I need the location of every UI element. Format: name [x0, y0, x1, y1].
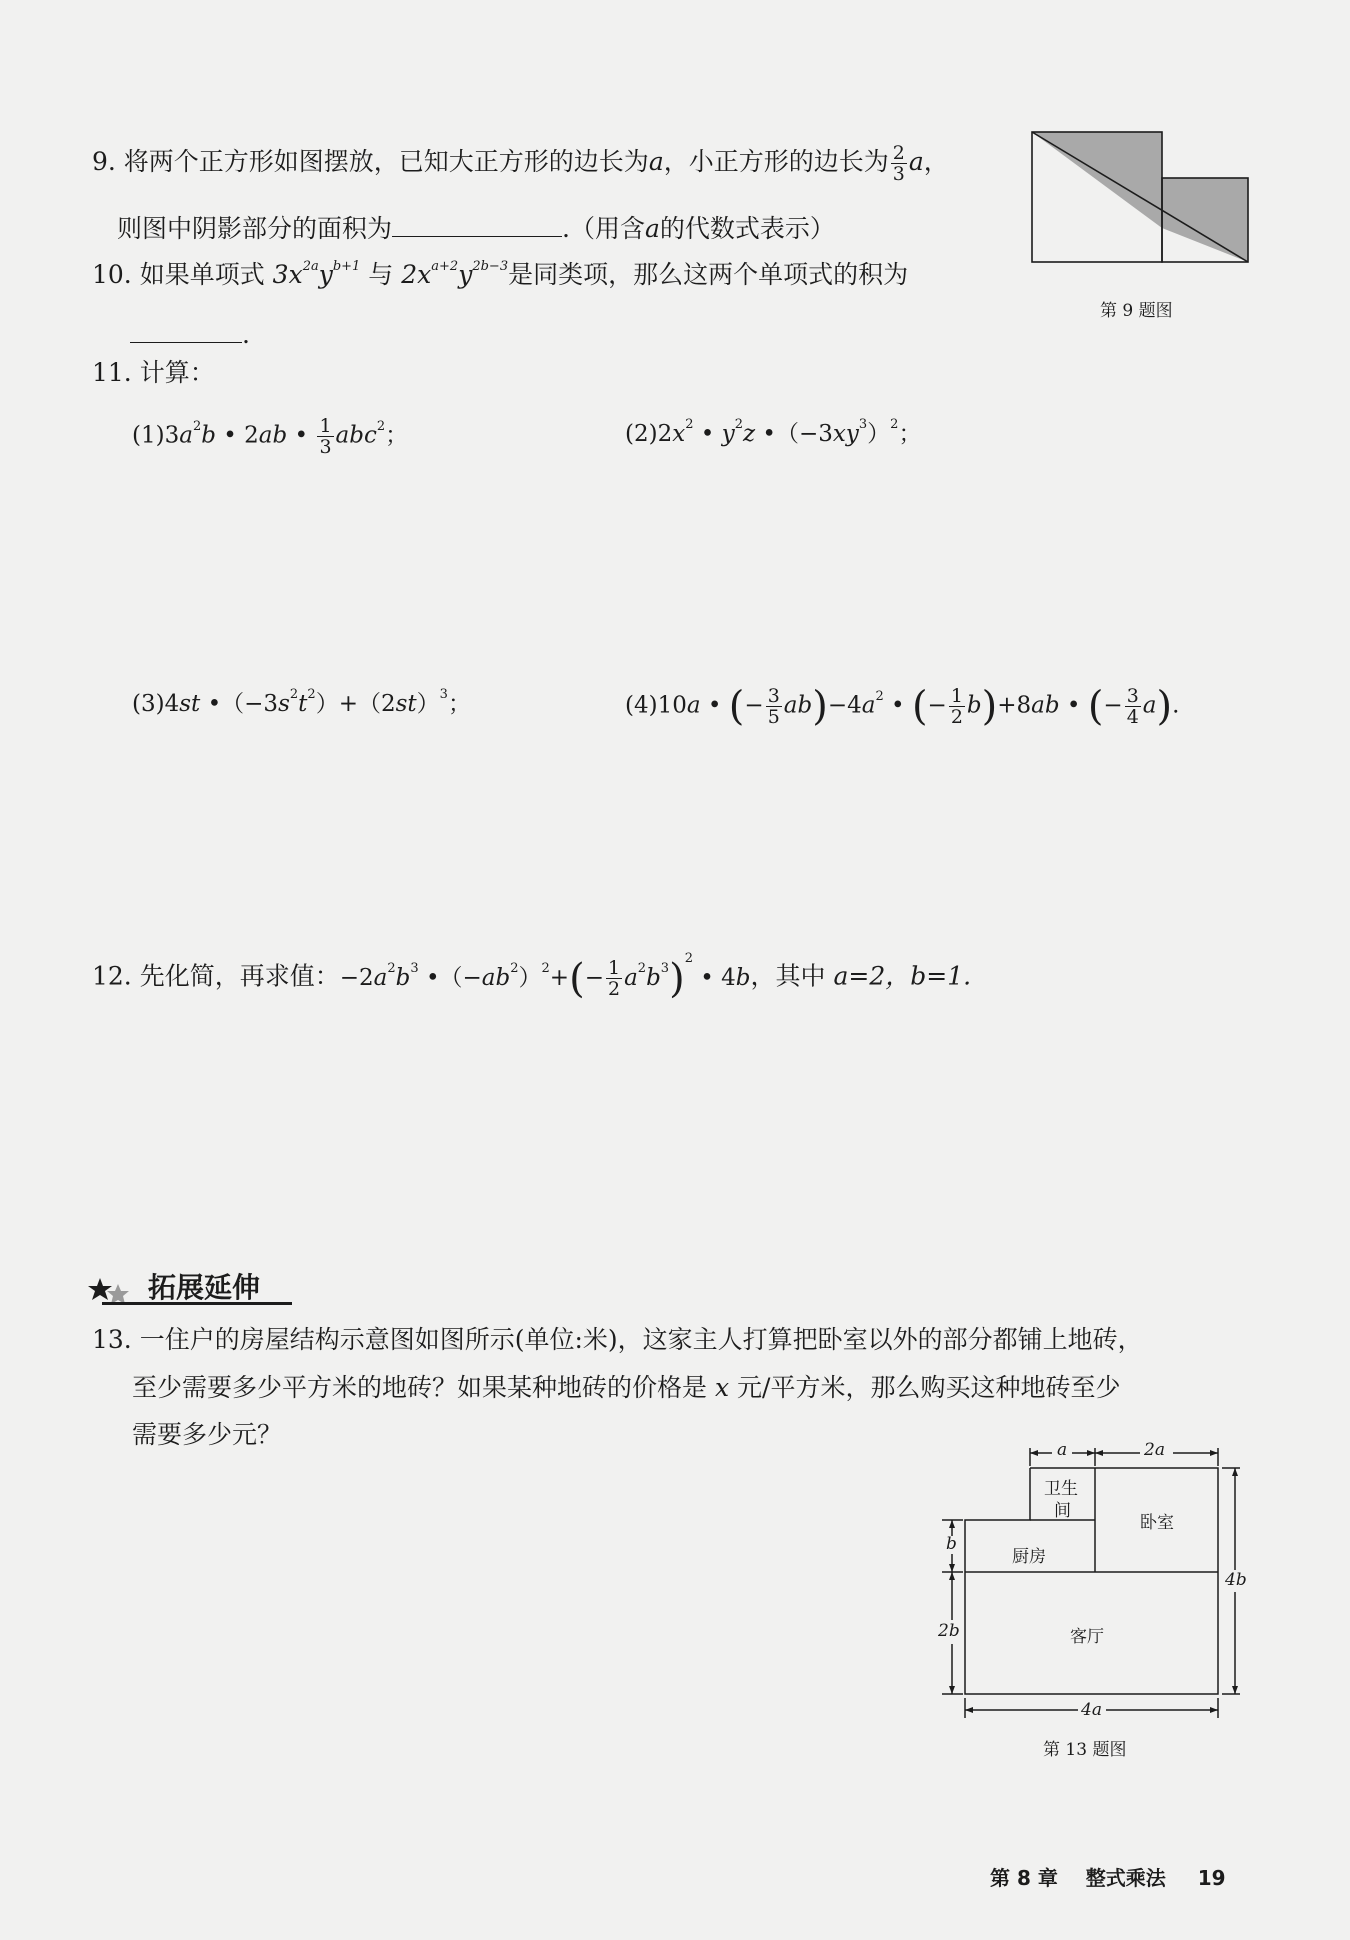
floor-plan-lines [930, 1440, 1260, 1730]
m1-y: y [318, 260, 333, 289]
q9-text2b: .（用含 [562, 214, 645, 243]
part-label: (1) [132, 422, 165, 449]
q13-line1: 13. 一住户的房屋结构示意图如图所示(单位:米)，这家主人打算把卧室以外的部分都铺上地砖， [92, 1325, 1143, 1354]
page-footer [990, 1862, 1226, 1891]
q10-joiner: 与 [368, 260, 394, 289]
q9-text2: 则图中阴影部分的面积为 [117, 214, 393, 243]
dim-right-4b: 4b [1225, 1570, 1247, 1590]
q11-part3: (3)4st $•(-3s^2t^2)+(2st)^3$； [132, 687, 471, 717]
dim-left-2b: 2b [938, 1621, 960, 1641]
part-label: (4) [625, 692, 658, 719]
m2-base: 2x [401, 260, 432, 289]
part-label: (2) [625, 421, 658, 447]
q12-line: 12. 先化简，再求值：$-2a^2b^3$ $•(-ab^2)^2+(-$ $\frac{1}{2}$ $a^2b^3)^2$ • 4b，其中 a=2，b=1. [92, 950, 972, 1002]
dim-bottom-4a: 4a [1081, 1700, 1102, 1720]
page-number: 19 [1197, 1866, 1226, 1890]
var-a: a [648, 147, 664, 176]
section-title: 拓展延伸 [148, 1271, 261, 1304]
q10-suffix: 是同类项，那么这两个单项式的积为 [508, 260, 909, 289]
var-x: x [714, 1373, 730, 1402]
q9-caption: 第 9 题图 [1100, 301, 1173, 321]
m2-exp2: 2b−3 [472, 258, 509, 274]
q11-title: 11. 计算： [92, 358, 215, 387]
room-bathroom-2: 间 [1054, 1501, 1071, 1521]
q10-line1 [92, 257, 908, 293]
section-header [88, 1266, 308, 1310]
monomial-1 [273, 260, 361, 289]
m2-exp1: a+2 [431, 258, 459, 274]
q13-text2: 至少需要多少平方米的地砖？如果某种地砖的价格是 [132, 1373, 708, 1402]
monomial-2 [401, 260, 508, 289]
room-bathroom-1: 卫生 [1044, 1479, 1078, 1499]
q10-line2 [130, 316, 250, 353]
part-label: (3) [132, 691, 165, 717]
floor-plan [930, 1440, 1260, 1730]
q12-suffix: ，其中 [750, 961, 826, 991]
var-a: a [644, 214, 660, 243]
q12-condition: a=2，b=1. [833, 961, 972, 991]
fraction-two-thirds [891, 143, 907, 184]
m1-exp2: b+1 [332, 258, 361, 274]
dim-top-a: a [1057, 1440, 1068, 1460]
dim-left-b: b [946, 1534, 957, 1554]
q9-text2c: 的代数式表示） [659, 214, 835, 243]
q11-part4: (4)10a • (− $\frac{3}{5}$ $ab)-4a^2$ • (− $\frac{1}{2}$ b)+8ab • (− $\frac{3}{4}$ a). [625, 683, 1180, 730]
q13-line3: 需要多少元？ [132, 1420, 283, 1449]
room-living: 客厅 [1070, 1627, 1104, 1647]
var-a: a [908, 147, 924, 176]
answer-blank[interactable] [392, 210, 562, 237]
room-bedroom: 卧室 [1140, 1513, 1174, 1533]
q10-text: 10. 如果单项式 [92, 260, 265, 289]
room-kitchen: 厨房 [1012, 1547, 1046, 1567]
q13-caption: 第 13 题图 [1043, 1740, 1127, 1760]
m1-base: 3x [272, 260, 303, 289]
q10-end: . [242, 320, 250, 349]
q9-line1 [92, 143, 949, 184]
q9-figure [1030, 130, 1255, 265]
q9-text: 9. 将两个正方形如图摆放，已知大正方形的边长为 [92, 147, 649, 176]
frac-den: 3 [892, 163, 905, 185]
m2-y: y [458, 260, 473, 289]
q9-line2 [117, 210, 835, 247]
q11-part1: $(1)3a^2b$ • 2ab • $\frac{1}{3}$ abc$^2$； [132, 415, 409, 458]
shade-small [1162, 178, 1248, 262]
dim-top-2a: 2a [1144, 1440, 1165, 1460]
q12-text: 12. 先化简，再求值： [92, 961, 340, 991]
answer-blank[interactable] [130, 316, 242, 343]
fraction-one-third: $\frac{1}{3}$ [319, 415, 332, 458]
q13-line2 [132, 1370, 1120, 1406]
q13-text2b: 元/平方米，那么购买这种地砖至少 [737, 1373, 1121, 1402]
m1-exp1: 2a [302, 258, 319, 274]
q9-text-mid: ，小正方形的边长为 [663, 147, 889, 176]
shade-large [1032, 132, 1162, 228]
frac-num: 2 [892, 142, 905, 164]
footer-title: 整式乘法 [1085, 1866, 1166, 1890]
footer-chapter: 第 8 章 [990, 1866, 1058, 1890]
q9-text-end: ， [923, 147, 949, 176]
q11-part2: $(2)2x^2$ • $y^2z$ $•(-3xy^3)^2$； [625, 417, 922, 447]
